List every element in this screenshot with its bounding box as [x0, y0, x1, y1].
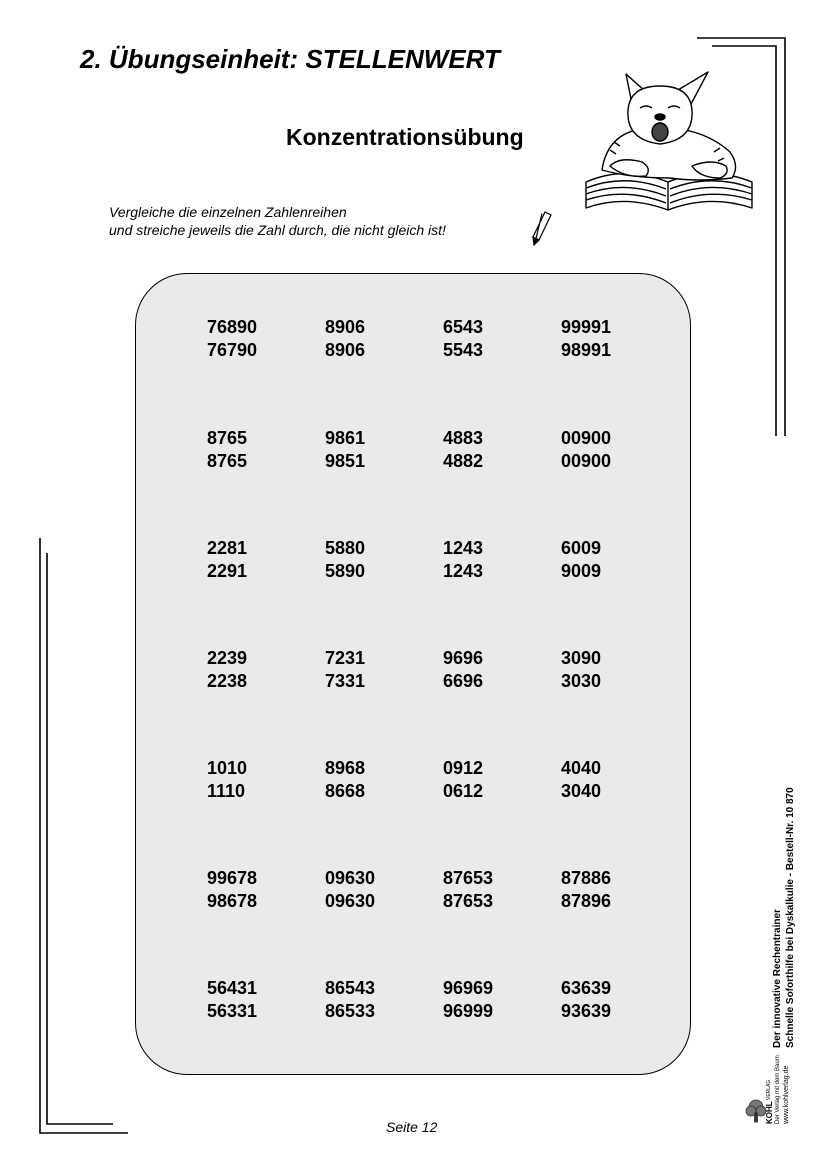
number-item[interactable]: 5880: [325, 538, 366, 558]
number-item[interactable]: 4883: [443, 428, 484, 448]
publisher-tree-logo: [745, 1098, 767, 1124]
number-item[interactable]: 8765: [207, 451, 248, 471]
exercise-subtitle: Konzentrationsübung: [286, 124, 524, 150]
number-item[interactable]: 76890: [207, 317, 258, 337]
number-item[interactable]: 8668: [325, 781, 366, 801]
number-item[interactable]: 5890: [325, 561, 366, 581]
publisher-tag: VERLAG: [766, 1079, 772, 1100]
number-item[interactable]: 00900: [561, 428, 612, 448]
publisher-website: www.kohlverlag.de: [783, 1065, 790, 1124]
number-item[interactable]: 1110: [207, 781, 246, 801]
number-item[interactable]: 8906: [325, 340, 366, 360]
number-item[interactable]: 9851: [325, 451, 366, 471]
number-item[interactable]: 96999: [443, 1001, 494, 1021]
number-item[interactable]: 2238: [207, 671, 248, 691]
number-item[interactable]: 86543: [325, 978, 376, 998]
publisher-slogan: Der Verlag mit dem Baum: [775, 1055, 781, 1124]
number-item[interactable]: 2281: [207, 538, 248, 558]
number-item[interactable]: 00900: [561, 451, 612, 471]
number-item[interactable]: 87653: [443, 891, 494, 911]
number-item[interactable]: 9861: [325, 428, 366, 448]
number-item[interactable]: 63639: [561, 978, 612, 998]
number-item[interactable]: 96969: [443, 978, 494, 998]
number-item[interactable]: 3040: [561, 781, 602, 801]
number-item[interactable]: 99991: [561, 317, 612, 337]
number-item[interactable]: 4040: [561, 758, 602, 778]
number-item[interactable]: 1243: [443, 538, 484, 558]
number-item[interactable]: 0612: [443, 781, 484, 801]
side-order-info: Schnelle Soforthilfe bei Dyskalkulie - Bestell-Nr. 10 870: [785, 787, 796, 1048]
side-series-title: Der innovative Rechentrainer: [772, 909, 783, 1048]
number-item[interactable]: 76790: [207, 340, 258, 360]
number-item[interactable]: 8765: [207, 428, 248, 448]
number-item[interactable]: 8968: [325, 758, 366, 778]
pencil-icon: [530, 210, 554, 246]
instruction-line-1: Vergleiche die einzelnen Zahlenreihen: [109, 204, 347, 220]
number-item[interactable]: 87886: [561, 868, 612, 888]
number-item[interactable]: 56431: [207, 978, 258, 998]
number-item[interactable]: 6696: [443, 671, 484, 691]
number-item[interactable]: 3090: [561, 648, 602, 668]
number-item[interactable]: 09630: [325, 868, 376, 888]
number-item[interactable]: 86533: [325, 1001, 376, 1021]
number-item[interactable]: 9009: [561, 561, 602, 581]
number-item[interactable]: 98991: [561, 340, 612, 360]
number-item[interactable]: 7231: [325, 648, 366, 668]
number-item[interactable]: 87896: [561, 891, 612, 911]
number-item[interactable]: 98678: [207, 891, 258, 911]
number-item[interactable]: 93639: [561, 1001, 612, 1021]
number-item[interactable]: 99678: [207, 868, 258, 888]
page-number: Seite 12: [386, 1119, 438, 1135]
number-item[interactable]: 87653: [443, 868, 494, 888]
yawning-dog-on-book-illustration: [580, 70, 760, 220]
publisher-name: KOHL: [765, 1101, 774, 1124]
number-item[interactable]: 09630: [325, 891, 376, 911]
number-item[interactable]: 5543: [443, 340, 484, 360]
page-title: 2. Übungseinheit: STELLENWERT: [80, 44, 500, 74]
number-item[interactable]: 1243: [443, 561, 484, 581]
number-item[interactable]: 2239: [207, 648, 248, 668]
number-item[interactable]: 9696: [443, 648, 484, 668]
number-item[interactable]: 2291: [207, 561, 248, 581]
number-item[interactable]: 7331: [325, 671, 366, 691]
number-item[interactable]: 1010: [207, 758, 248, 778]
number-item[interactable]: 56331: [207, 1001, 258, 1021]
number-item[interactable]: 6009: [561, 538, 602, 558]
number-item[interactable]: 4882: [443, 451, 484, 471]
number-item[interactable]: 0912: [443, 758, 484, 778]
number-item[interactable]: 6543: [443, 317, 484, 337]
number-item[interactable]: 3030: [561, 671, 602, 691]
instruction-line-2: und streiche jeweils die Zahl durch, die nicht gleich ist!: [109, 222, 446, 238]
number-item[interactable]: 8906: [325, 317, 366, 337]
